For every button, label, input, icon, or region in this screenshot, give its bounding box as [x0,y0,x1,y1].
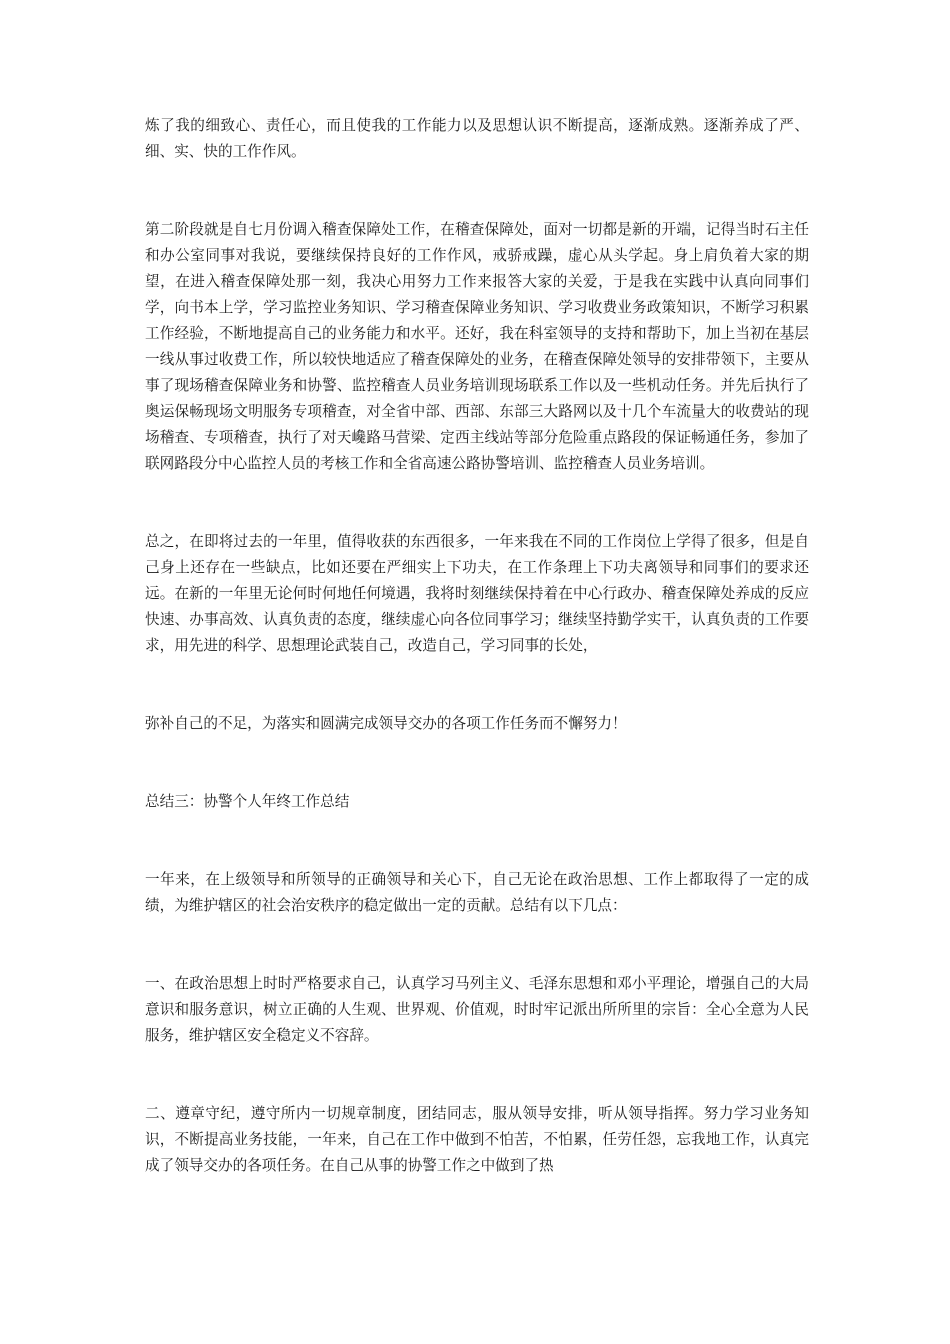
paragraph-summary: 总之，在即将过去的一年里，值得收获的东西很多，一年来我在不同的工作岗位上学得了很多，但是自己身上还存在一些缺点，比如还要在严细实上下功夫，在工作条理上下功夫离领导和同事们的要求还远。在新的一年里无论何时何地任何境遇，我将时刻继续保持着在中心行政办、稽查保障处养成的反应快速、办事高效、认真负责的态度，继续虚心向各位同事学习；继续坚持勤学实干，认真负责的工作要求，用先进的科学、思想理论武装自己，改造自己，学习同事的长处， [145,533,809,654]
paragraph-intro: 一年来，在上级领导和所领导的正确领导和关心下，自己无论在政治思想、工作上都取得了一定的成绩，为维护辖区的社会治安秩序的稳定做出一定的贡献。总结有以下几点： [145,871,809,914]
section-heading: 总结三：协警个人年终工作总结 [145,793,350,810]
document-page [145,113,809,1179]
paragraph-continuation: 炼了我的细致心、责任心，而且使我的工作能力以及思想认识不断提高，逐渐成熟。逐渐养成了严、细、实、快的工作作风。 [145,117,809,160]
paragraph-second-stage: 第二阶段就是自七月份调入稽查保障处工作，在稽查保障处，面对一切都是新的开端，记得当时石主任和办公室同事对我说，要继续保持良好的工作作风，戒骄戒躁，虚心从头学起。身上肩负着大家的期望，在进入稽查保障处那一刻，我决心用努力工作来报答大家的关爱，于是我在实践中认真向同事们学，向书本上学，学习监控业务知识、学习稽查保障业务知识、学习收费业务政策知识，不断学习积累工作经验，不断地提高自己的业务能力和水平。还好，我在科室领导的支持和帮助下，加上当初在基层一线从事过收费工作，所以较快地适应了稽查保障处的业务，在稽查保障处领导的安排带领下，主要从事了现场稽查保障业务和协警、监控稽查人员业务培训现场联系工作以及一些机动任务。并先后执行了奥运保畅现场文明服务专项稽查，对全省中部、西部、东部三大路网以及十几个车流量大的收费站的现场稽查、专项稽查，执行了对天巉路马营梁、定西主线站等部分危险重点路段的保证畅通任务，参加了联网路段分中心监控人员的考核工作和全省高速公路协警培训、监控稽查人员业务培训。 [145,221,809,472]
paragraph-point-two: 二、遵章守纪，遵守所内一切规章制度，团结同志，服从领导安排，听从领导指挥。努力学习业务知识，不断提高业务技能，一年来，自己在工作中做到不怕苦，不怕累，任劳任怨，忘我地工作，认真完成了领导交办的各项任务。在自己从事的协警工作之中做到了热 [145,1105,809,1174]
paragraph-closing: 弥补自己的不足，为落实和圆满完成领导交办的各项工作任务而不懈努力！ [145,715,627,732]
paragraph-point-one: 一、在政治思想上时时严格要求自己，认真学习马列主义、毛泽东思想和邓小平理论，增强自己的大局意识和服务意识，树立正确的人生观、世界观、价值观，时时牢记派出所所里的宗旨：全心全意为人民服务，维护辖区安全稳定义不容辞。 [145,975,809,1044]
